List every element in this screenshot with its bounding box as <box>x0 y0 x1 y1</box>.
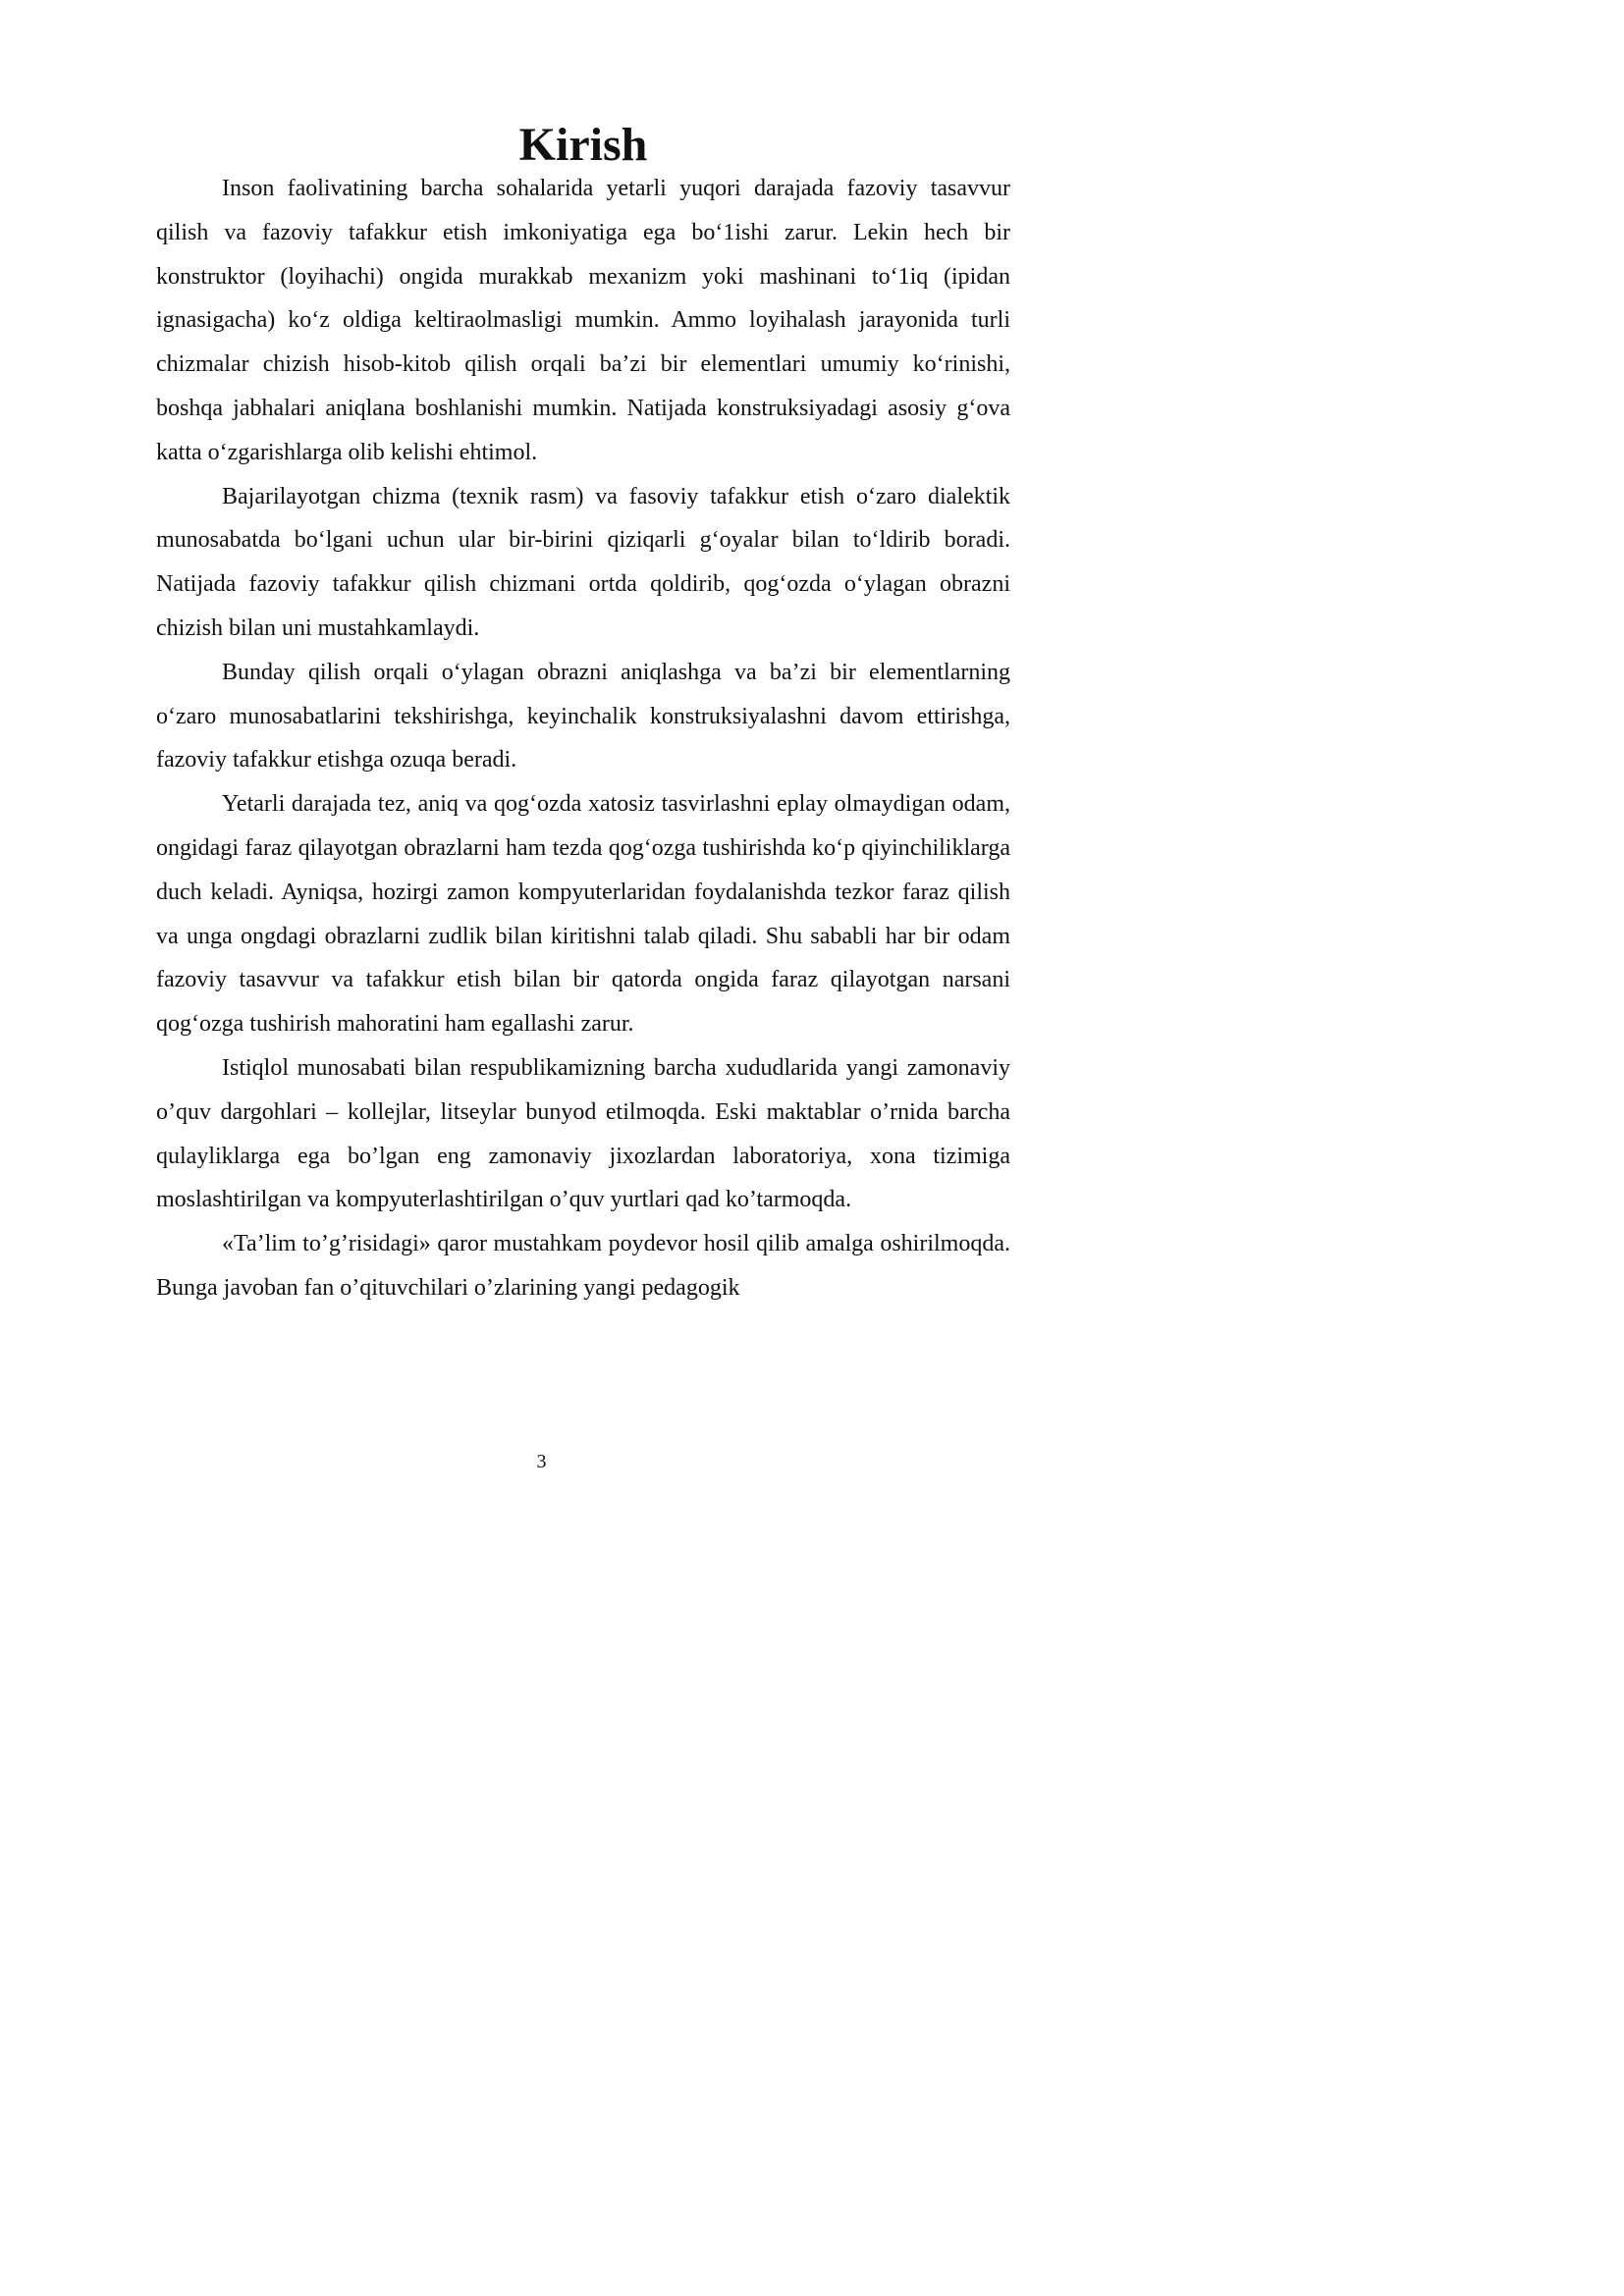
paragraph: Yetarli darajada tez, aniq va qog‘ozda xatosiz tasvirlashni eplay olmaydigan odam, ongidagi faraz qilayotgan obrazlarni ham tezda qog‘ozga tushirishda ko‘p qiyinchiliklarga duch keladi. Ayniqsa, hozirgi zamon kompyuterlaridan foydalanishda tezkor faraz qilish va unga ongdagi obrazlarni zudlik bilan kiritishni talab qiladi. Shu sababli har bir odam fazoviy tasavvur va tafakkur etish bilan bir qatorda ongida faraz qilayotgan narsani qog‘ozga tushirish mahoratini ham egallashi zarur. <box>156 791 1010 1038</box>
paragraph: Bajarilayotgan chizma (texnik rasm) va fasoviy tafakkur etish o‘zaro dialektik munosabatda bo‘lgani uchun ular bir-birini qiziqarli g‘oyalar bilan to‘ldirib boradi. Natijada fazoviy tafakkur qilish chizmani ortda qoldirib, qog‘ozda o‘ylagan obrazni chizish bilan uni mustahkamlaydi. <box>156 483 1010 641</box>
section-title: Kirish <box>518 119 648 171</box>
paragraph: «Ta’lim to’g’risidagi» qaror mustahkam poydevor hosil qilib amalga oshirilmoqda. Bunga javoban fan o’qituvchilari o’zlarining yangi pedagogik <box>156 1231 1010 1301</box>
document-page <box>0 0 1083 1531</box>
paragraph: Istiqlol munosabati bilan respublikamizning barcha xududlarida yangi zamonaviy o’quv dargohlari – kollejlar, litseylar bunyod etilmoqda. Eski maktablar o’rnida barcha qulayliklarga ega bo’lgan eng zamonaviy jixozlardan laboratoriya, xona tizimiga moslashtirilgan va kompyuterlashtirilgan o’quv yurtlari qad ko’tarmoqda. <box>156 1054 1010 1213</box>
page-body <box>156 119 1010 1310</box>
page-number: 3 <box>536 1451 547 1472</box>
paragraph: Bunday qilish orqali o‘ylagan obrazni aniqlashga va ba’zi bir elementlarning o‘zaro munosabatlarini tekshirishga, keyinchalik konstruksiyalashni davom ettirishga, fazoviy tafakkur etishga ozuqa beradi. <box>156 659 1010 774</box>
paragraph: Inson faolivatining barcha sohalarida yetarli yuqori darajada fazoviy tasavvur qilish va fazoviy tafakkur etish imkoniyatiga ega bo‘1ishi zarur. Lekin hech bir konstruktor (loyihachi) ongida murakkab mexanizm yoki mashinani to‘1iq (ipidan ignasigacha) ko‘z oldiga keltiraolmasligi mumkin. Ammo loyihalash jarayonida turli chizmalar chizish hisob-kitob qilish orqali ba’zi bir elementlari umumiy ko‘rinishi, boshqa jabhalari aniqlana boshlanishi mumkin. Natijada konstruksiyadagi asosiy g‘ova katta o‘zgarishlarga olib kelishi ehtimol. <box>156 176 1010 465</box>
